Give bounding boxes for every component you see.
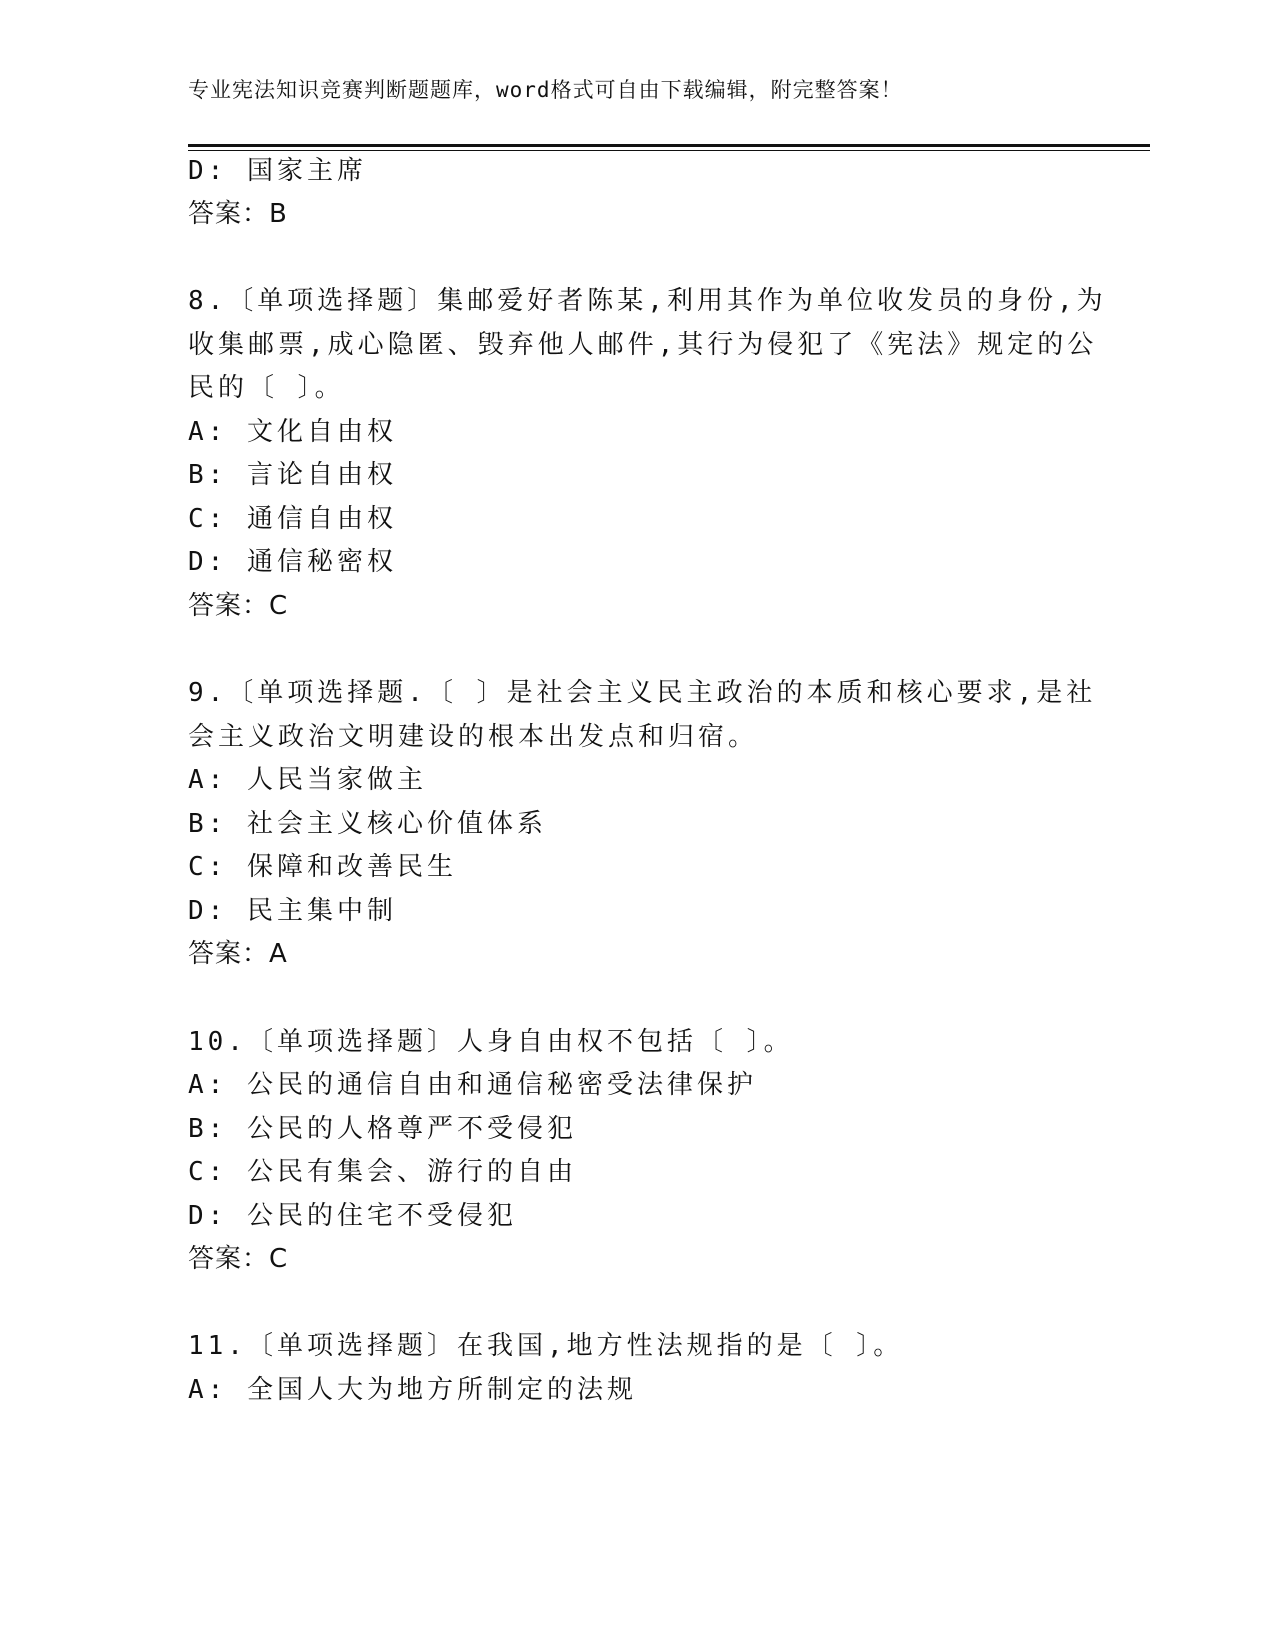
q8-stem-line-3: 民的〔 〕。 (188, 373, 345, 403)
q8-answer: 答案：C (188, 591, 289, 621)
q10-option-a: A: 公民的通信自由和通信秘密受法律保护 (188, 1070, 757, 1100)
q8-stem-line-2: 收集邮票,成心隐匿、毁弃他人邮件,其行为侵犯了《宪法》规定的公 (188, 330, 1098, 360)
q10-option-c: C: 公民有集会、游行的自由 (188, 1157, 577, 1187)
q9-stem-line-1: 9.〔单项选择题.〔 〕是社会主义民主政治的本质和核心要求,是社 (188, 678, 1097, 708)
q8-option-d: D: 通信秘密权 (188, 547, 397, 577)
header-rule-thick (188, 144, 1150, 147)
q9-option-c: C: 保障和改善民生 (188, 852, 457, 882)
q8-stem-line-1: 8.〔单项选择题〕集邮爱好者陈某,利用其作为单位收发员的身份,为 (188, 286, 1107, 316)
q11-stem-line-1: 11.〔单项选择题〕在我国,地方性法规指的是〔 〕。 (188, 1331, 904, 1361)
q10-option-d: D: 公民的住宅不受侵犯 (188, 1201, 517, 1231)
q8-option-b: B: 言论自由权 (188, 460, 397, 490)
prev-option-d: D: 国家主席 (188, 156, 367, 186)
q10-stem-line-1: 10.〔单项选择题〕人身自由权不包括〔 〕。 (188, 1027, 794, 1057)
q9-stem-line-2: 会主义政治文明建设的根本出发点和归宿。 (188, 722, 759, 752)
q8-option-c: C: 通信自由权 (188, 504, 397, 534)
prev-answer: 答案：B (188, 199, 288, 229)
q8-option-a: A: 文化自由权 (188, 417, 397, 447)
q9-option-d: D: 民主集中制 (188, 896, 397, 926)
q10-option-b: B: 公民的人格尊严不受侵犯 (188, 1114, 577, 1144)
q9-option-b: B: 社会主义核心价值体系 (188, 809, 547, 839)
q9-option-a: A: 人民当家做主 (188, 765, 427, 795)
page-header: 专业宪法知识竞赛判断题题库，word格式可自由下载编辑，附完整答案！ (188, 78, 903, 102)
q10-answer: 答案：C (188, 1244, 289, 1274)
q9-answer: 答案：A (188, 939, 288, 969)
q11-option-a: A: 全国人大为地方所制定的法规 (188, 1375, 637, 1405)
header-rule-thin (188, 150, 1150, 151)
